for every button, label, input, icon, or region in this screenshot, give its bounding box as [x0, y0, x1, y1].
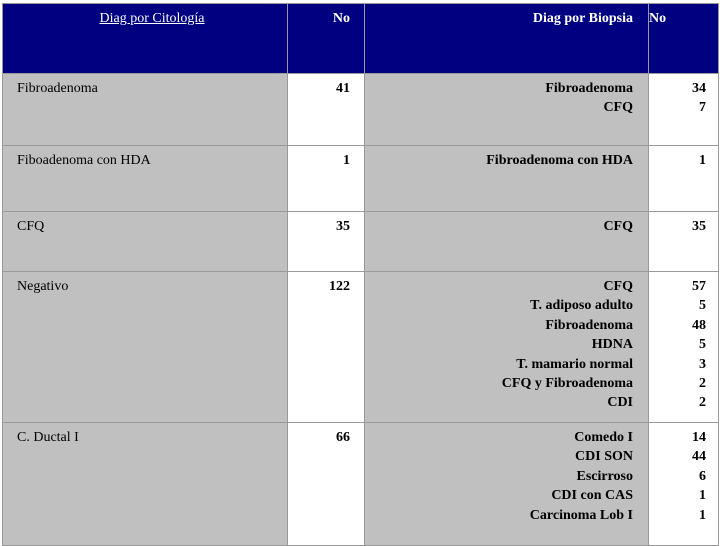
biopsy-count: 57 — [692, 279, 706, 294]
cyto-count: 35 — [288, 212, 365, 272]
biopsy-diagnosis-list — [365, 74, 649, 146]
biopsy-count: 5 — [699, 337, 706, 353]
biopsy-diagnosis: CDI — [607, 395, 633, 411]
biopsy-diagnosis: CFQ y Fibroadenoma — [501, 376, 633, 392]
diagnosis-comparison-table — [2, 3, 719, 546]
biopsy-diagnosis-list — [365, 212, 649, 272]
cyto-count: 122 — [288, 272, 365, 423]
biopsy-count: 14 — [692, 430, 706, 445]
biopsy-count-list — [649, 272, 719, 423]
cyto-count: 1 — [288, 146, 365, 212]
header-cyto-no: No — [288, 4, 365, 74]
biopsy-diagnosis: Fibroadenoma — [545, 81, 633, 96]
biopsy-diagnosis: Fibroadenoma con HDA — [486, 153, 633, 168]
biopsy-count: 1 — [699, 153, 706, 168]
biopsy-count: 2 — [699, 376, 706, 392]
table-row — [3, 146, 719, 212]
cyto-count: 66 — [288, 423, 365, 546]
biopsy-count: 1 — [699, 507, 706, 523]
biopsy-count: 44 — [692, 449, 706, 465]
biopsy-count: 7 — [699, 100, 706, 116]
cyto-diagnosis: CFQ — [3, 212, 288, 272]
biopsy-diagnosis: Carcinoma Lob I — [529, 507, 633, 523]
table-row — [3, 212, 719, 272]
cyto-diagnosis: C. Ductal I — [3, 423, 288, 546]
biopsy-diagnosis: T. adiposo adulto — [530, 298, 633, 314]
biopsy-count-list — [649, 212, 719, 272]
biopsy-diagnosis: T. mamario normal — [516, 356, 633, 372]
biopsy-diagnosis: HDNA — [591, 337, 633, 353]
biopsy-diagnosis: Escirroso — [576, 468, 633, 484]
biopsy-diagnosis: CDI con CAS — [551, 488, 633, 504]
biopsy-count: 35 — [692, 219, 706, 234]
table-row — [3, 423, 719, 546]
biopsy-diagnosis: Fibroadenoma — [545, 317, 633, 333]
biopsy-count: 2 — [699, 395, 706, 411]
biopsy-diagnosis-list — [365, 423, 649, 546]
biopsy-count-list — [649, 146, 719, 212]
biopsy-count: 48 — [692, 317, 706, 333]
biopsy-count: 6 — [699, 468, 706, 484]
header-biopsy-diag: Diag por Biopsia — [365, 4, 649, 74]
header-cyto-diag: Diag por Citología — [3, 4, 288, 74]
table-row — [3, 272, 719, 423]
header-row — [3, 4, 719, 74]
biopsy-diagnosis: CFQ — [603, 100, 633, 116]
cyto-diagnosis: Fibroadenoma — [3, 74, 288, 146]
biopsy-count: 3 — [699, 356, 706, 372]
biopsy-count: 5 — [699, 298, 706, 314]
cyto-diagnosis: Fiboadenoma con HDA — [3, 146, 288, 212]
biopsy-count: 1 — [699, 488, 706, 504]
cyto-diagnosis: Negativo — [3, 272, 288, 423]
biopsy-count-list — [649, 74, 719, 146]
table-row — [3, 74, 719, 146]
biopsy-count-list — [649, 423, 719, 546]
biopsy-diagnosis: CFQ — [603, 219, 633, 234]
header-biopsy-no: No — [649, 4, 719, 74]
biopsy-diagnosis: CFQ — [603, 279, 633, 294]
biopsy-diagnosis: Comedo I — [574, 430, 633, 445]
biopsy-diagnosis-list — [365, 146, 649, 212]
cyto-count: 41 — [288, 74, 365, 146]
biopsy-diagnosis: CDI SON — [575, 449, 633, 465]
biopsy-count: 34 — [692, 81, 706, 96]
biopsy-diagnosis-list — [365, 272, 649, 423]
